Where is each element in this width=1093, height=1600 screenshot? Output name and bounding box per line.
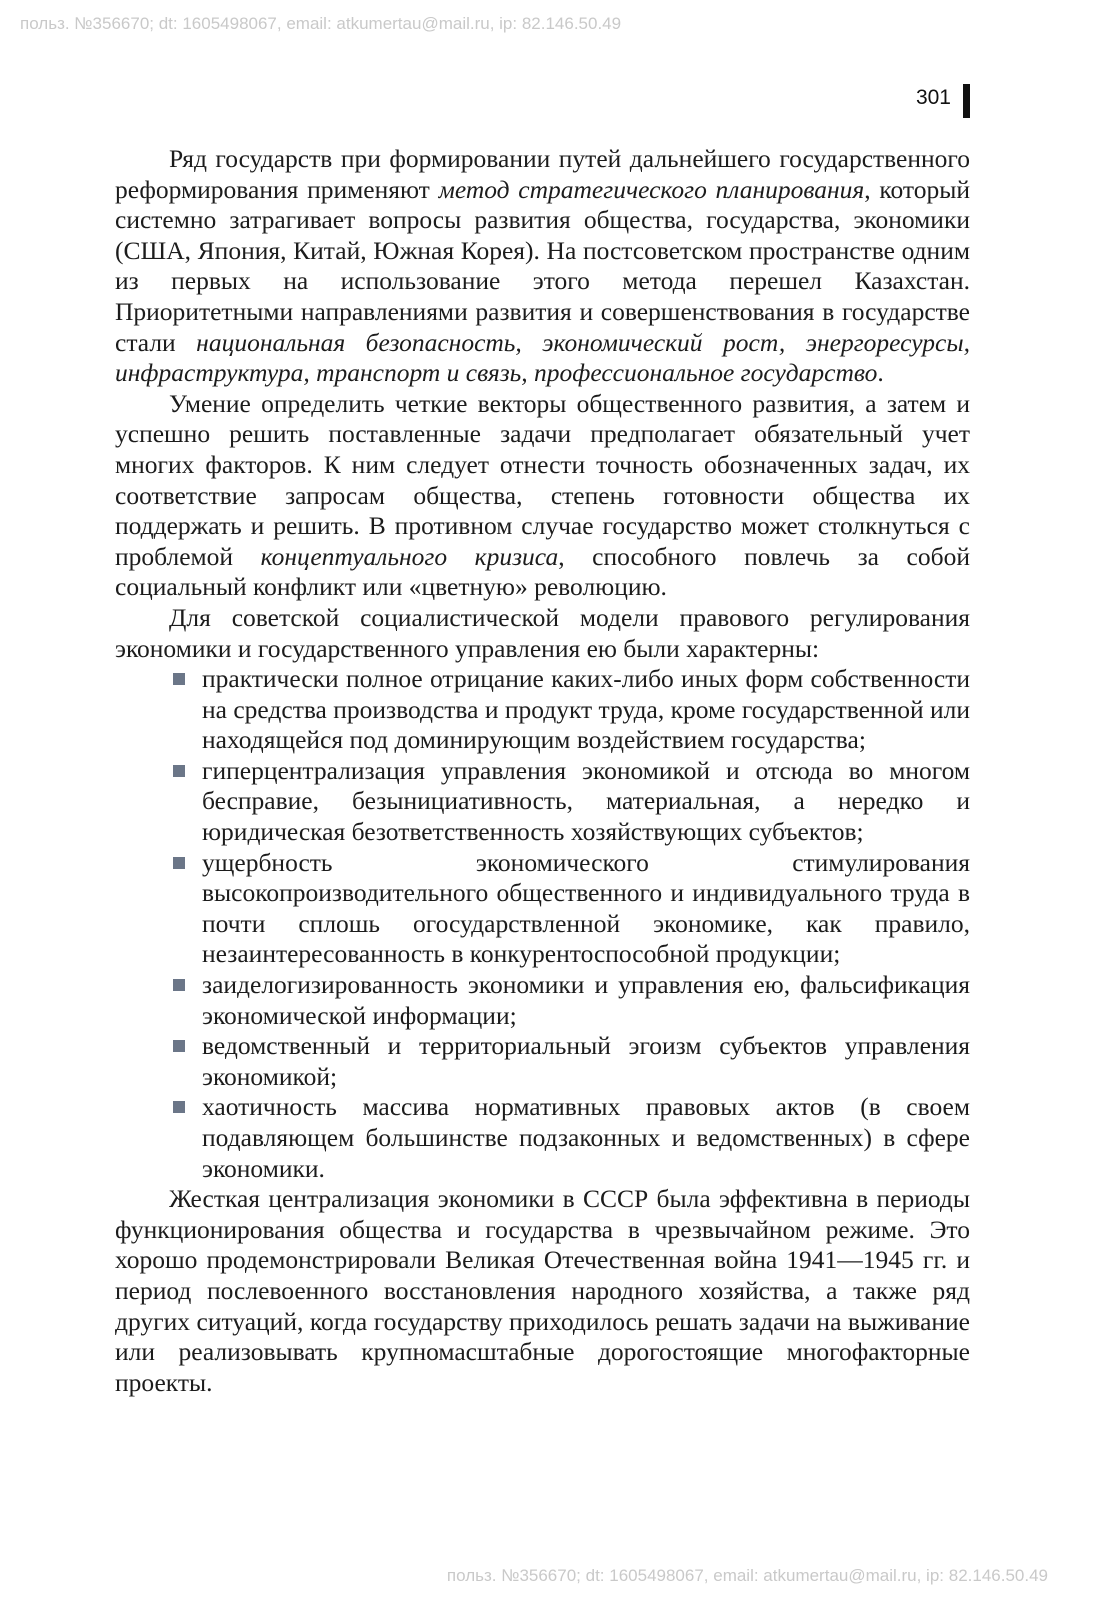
paragraph-text: , способного повлечь за собой социальный конфликт или «цветную» революцию. — [115, 541, 970, 602]
paragraph-text: , который системно затрагивает вопросы развития общества, государства, экономики (США, Япония, Китай, Южная Корея). На постсоветском пространстве одним из первых на использование этого метода перешел Казахстан. Приоритетными направлениями развития и совершенствования в государстве стали — [115, 174, 971, 357]
italic-term: концептуального кризиса — [260, 541, 559, 571]
list-item-text: гиперцентрализация управления экономикой и отсюда во многом бесправие, безынициативность, материальная, а нередко и юридическая безответственность хозяйствующих субъектов; — [202, 755, 970, 847]
list-item-text: заиделогизированность экономики и управления ею, фальсификация экономической информации; — [202, 970, 970, 1030]
paragraph-development-vectors — [115, 389, 970, 603]
square-bullet-icon — [173, 1101, 185, 1113]
paragraph-text: Ряд государств при формировании путей дальнейшего государственного реформирования применяют — [115, 144, 970, 204]
list-item-text: практически полное отрицание каких-либо иных форм собственности на средства производства и продукт труда, кроме государственной или находящейся под доминирующим воздействием государства; — [202, 664, 970, 755]
watermark-top: польз. №356670; dt: 1605498067, email: atkumertau@mail.ru, ip: 82.146.50.49 — [20, 14, 622, 33]
square-bullet-icon — [173, 857, 185, 869]
list-item-text: хаотичность массива нормативных правовых актов (в своем подавляющем большинстве подзаконных и ведомственных) в сфере экономики. — [202, 1092, 970, 1183]
italic-term: метод стратегического планирования — [438, 174, 865, 204]
page-number: 301 — [915, 86, 951, 109]
square-bullet-icon — [173, 1040, 185, 1052]
paragraph-text: Умение определить четкие векторы общественного развития, а затем и успешно решить поставленные задачи предполагает обязательный учет многих факторов. К ним следует отнести точность обозначенных задач, их соответствие запросам общества, степень готовности общества их поддержать и решить. В противном случае государство может столкнуться с проблемой — [115, 388, 970, 571]
square-bullet-icon — [173, 673, 185, 685]
paragraph-text: . — [877, 358, 884, 388]
list-item — [202, 1092, 970, 1184]
page-number-bar — [963, 84, 970, 118]
bullet-list — [115, 664, 970, 1184]
paragraph-soviet-model: Для советской социалистической модели правового регулирования экономики и государственного управления ею были характерны: — [115, 602, 970, 663]
page-body — [115, 144, 970, 1398]
square-bullet-icon — [173, 765, 185, 777]
paragraph-strategic-planning — [115, 144, 970, 389]
square-bullet-icon — [173, 979, 185, 991]
list-item — [202, 756, 970, 848]
list-item-text: ведомственный и территориальный эгоизм субъектов управления экономикой; — [202, 1031, 970, 1091]
watermark-bottom: польз. №356670; dt: 1605498067, email: atkumertau@mail.ru, ip: 82.146.50.49 — [446, 1566, 1048, 1585]
list-item — [202, 970, 970, 1031]
paragraph-centralization: Жесткая централизация экономики в СССР была эффективна в периоды функционирования общества и государства в чрезвычайном режиме. Это хорошо продемонстрировали Великая Отечественная война 1941—1945 гг. и период послевоенного восстановления народного хозяйства, а также ряд других ситуаций, когда государству приходилось решать задачи на выживание или реализовывать крупномасштабные дорогостоящие многофакторные проекты. — [115, 1184, 970, 1397]
list-item-text: ущербность экономического стимулирования высокопроизводительного общественного и индивидуального труда в почти сплошь огосударствленной экономике, как правило, незаинтересованность в конкурентоспособной продукции; — [202, 847, 970, 969]
italic-term: национальная безопасность, экономический рост, энергоресурсы, инфраструктура, транспорт и связь, профессиональное государство — [115, 327, 970, 388]
list-item — [202, 848, 970, 970]
list-item — [202, 664, 970, 756]
list-item — [202, 1031, 970, 1092]
